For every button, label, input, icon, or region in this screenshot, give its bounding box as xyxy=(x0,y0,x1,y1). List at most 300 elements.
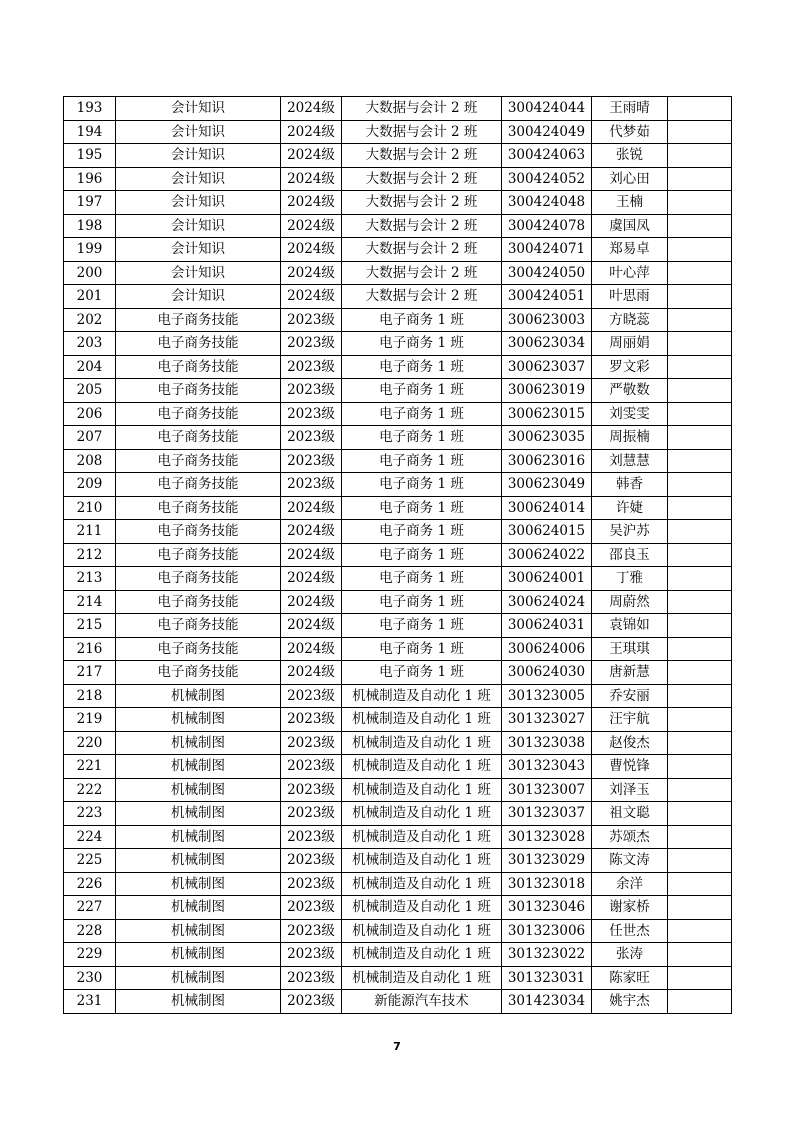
student-id-cell: 300424078 xyxy=(502,214,592,238)
table-row xyxy=(64,238,732,262)
student-name-cell: 姚宇杰 xyxy=(592,990,668,1014)
student-id-cell: 300623003 xyxy=(502,308,592,332)
row-number: 212 xyxy=(64,543,116,567)
subject-cell: 机械制图 xyxy=(116,872,281,896)
class-cell: 大数据与会计 2 班 xyxy=(342,120,502,144)
table-row xyxy=(64,426,732,450)
subject-cell: 电子商务技能 xyxy=(116,379,281,403)
grade-cell: 2024级 xyxy=(281,520,342,544)
student-id-cell: 300624014 xyxy=(502,496,592,520)
subject-cell: 机械制图 xyxy=(116,708,281,732)
subject-cell: 电子商务技能 xyxy=(116,567,281,591)
subject-cell: 机械制图 xyxy=(116,755,281,779)
grade-cell: 2024级 xyxy=(281,167,342,191)
note-cell xyxy=(668,144,732,168)
student-id-cell: 301323037 xyxy=(502,802,592,826)
class-cell: 大数据与会计 2 班 xyxy=(342,261,502,285)
grade-cell: 2023级 xyxy=(281,755,342,779)
subject-cell: 机械制图 xyxy=(116,919,281,943)
class-cell: 大数据与会计 2 班 xyxy=(342,238,502,262)
row-number: 225 xyxy=(64,849,116,873)
subject-cell: 会计知识 xyxy=(116,144,281,168)
row-number: 220 xyxy=(64,731,116,755)
class-cell: 新能源汽车技术 xyxy=(342,990,502,1014)
row-number: 219 xyxy=(64,708,116,732)
note-cell xyxy=(668,755,732,779)
subject-cell: 机械制图 xyxy=(116,896,281,920)
note-cell xyxy=(668,708,732,732)
grade-cell: 2023级 xyxy=(281,402,342,426)
grade-cell: 2023级 xyxy=(281,708,342,732)
class-cell: 机械制造及自动化 1 班 xyxy=(342,943,502,967)
table-row xyxy=(64,731,732,755)
grade-cell: 2023级 xyxy=(281,966,342,990)
student-id-cell: 300624006 xyxy=(502,637,592,661)
subject-cell: 电子商务技能 xyxy=(116,661,281,685)
row-number: 216 xyxy=(64,637,116,661)
row-number: 209 xyxy=(64,473,116,497)
student-id-cell: 300424044 xyxy=(502,97,592,121)
note-cell xyxy=(668,849,732,873)
table-row xyxy=(64,214,732,238)
grade-cell: 2024级 xyxy=(281,567,342,591)
student-id-cell: 301323038 xyxy=(502,731,592,755)
student-name-cell: 袁锦如 xyxy=(592,614,668,638)
subject-cell: 电子商务技能 xyxy=(116,332,281,356)
table-row xyxy=(64,308,732,332)
class-cell: 电子商务 1 班 xyxy=(342,308,502,332)
row-number: 223 xyxy=(64,802,116,826)
class-cell: 大数据与会计 2 班 xyxy=(342,191,502,215)
class-cell: 大数据与会计 2 班 xyxy=(342,167,502,191)
subject-cell: 电子商务技能 xyxy=(116,543,281,567)
note-cell xyxy=(668,825,732,849)
subject-cell: 会计知识 xyxy=(116,167,281,191)
grade-cell: 2023级 xyxy=(281,872,342,896)
student-name-cell: 叶心萍 xyxy=(592,261,668,285)
table-row xyxy=(64,872,732,896)
row-number: 231 xyxy=(64,990,116,1014)
note-cell xyxy=(668,802,732,826)
class-cell: 电子商务 1 班 xyxy=(342,520,502,544)
student-id-cell: 300424051 xyxy=(502,285,592,309)
student-name-cell: 刘雯雯 xyxy=(592,402,668,426)
table-row xyxy=(64,543,732,567)
student-name-cell: 王琪琪 xyxy=(592,637,668,661)
note-cell xyxy=(668,261,732,285)
class-cell: 电子商务 1 班 xyxy=(342,449,502,473)
student-id-cell: 300623019 xyxy=(502,379,592,403)
student-name-cell: 陈文涛 xyxy=(592,849,668,873)
class-cell: 机械制造及自动化 1 班 xyxy=(342,966,502,990)
grade-cell: 2023级 xyxy=(281,684,342,708)
grade-cell: 2024级 xyxy=(281,120,342,144)
student-id-cell: 301423034 xyxy=(502,990,592,1014)
student-id-cell: 300424063 xyxy=(502,144,592,168)
student-name-cell: 张锐 xyxy=(592,144,668,168)
student-id-cell: 300623034 xyxy=(502,332,592,356)
class-cell: 机械制造及自动化 1 班 xyxy=(342,731,502,755)
class-cell: 电子商务 1 班 xyxy=(342,567,502,591)
class-cell: 大数据与会计 2 班 xyxy=(342,285,502,309)
row-number: 198 xyxy=(64,214,116,238)
table-row xyxy=(64,520,732,544)
row-number: 193 xyxy=(64,97,116,121)
row-number: 221 xyxy=(64,755,116,779)
student-name-cell: 唐新慧 xyxy=(592,661,668,685)
class-cell: 机械制造及自动化 1 班 xyxy=(342,684,502,708)
subject-cell: 电子商务技能 xyxy=(116,520,281,544)
note-cell xyxy=(668,614,732,638)
subject-cell: 会计知识 xyxy=(116,191,281,215)
subject-cell: 会计知识 xyxy=(116,238,281,262)
grade-cell: 2023级 xyxy=(281,379,342,403)
note-cell xyxy=(668,872,732,896)
class-cell: 机械制造及自动化 1 班 xyxy=(342,849,502,873)
class-cell: 电子商务 1 班 xyxy=(342,661,502,685)
student-id-cell: 300424052 xyxy=(502,167,592,191)
grade-cell: 2023级 xyxy=(281,355,342,379)
student-name-cell: 韩香 xyxy=(592,473,668,497)
row-number: 205 xyxy=(64,379,116,403)
table-row xyxy=(64,990,732,1014)
grade-cell: 2023级 xyxy=(281,473,342,497)
class-cell: 大数据与会计 2 班 xyxy=(342,214,502,238)
student-name-cell: 陈家旺 xyxy=(592,966,668,990)
student-id-cell: 301323029 xyxy=(502,849,592,873)
row-number: 210 xyxy=(64,496,116,520)
table-row xyxy=(64,261,732,285)
table-row xyxy=(64,332,732,356)
note-cell xyxy=(668,402,732,426)
note-cell xyxy=(668,496,732,520)
class-cell: 电子商务 1 班 xyxy=(342,473,502,497)
student-name-cell: 乔安丽 xyxy=(592,684,668,708)
row-number: 229 xyxy=(64,943,116,967)
class-cell: 机械制造及自动化 1 班 xyxy=(342,825,502,849)
table-row xyxy=(64,402,732,426)
grade-cell: 2024级 xyxy=(281,590,342,614)
grade-cell: 2023级 xyxy=(281,426,342,450)
note-cell xyxy=(668,731,732,755)
row-number: 194 xyxy=(64,120,116,144)
class-cell: 电子商务 1 班 xyxy=(342,426,502,450)
table-row xyxy=(64,144,732,168)
student-name-cell: 王雨晴 xyxy=(592,97,668,121)
row-number: 222 xyxy=(64,778,116,802)
note-cell xyxy=(668,943,732,967)
table-row xyxy=(64,97,732,121)
student-id-cell: 301323007 xyxy=(502,778,592,802)
student-name-cell: 谢家桥 xyxy=(592,896,668,920)
grade-cell: 2024级 xyxy=(281,214,342,238)
row-number: 217 xyxy=(64,661,116,685)
note-cell xyxy=(668,684,732,708)
row-number: 226 xyxy=(64,872,116,896)
table-row xyxy=(64,684,732,708)
note-cell xyxy=(668,332,732,356)
grade-cell: 2024级 xyxy=(281,637,342,661)
table-row xyxy=(64,849,732,873)
class-cell: 机械制造及自动化 1 班 xyxy=(342,896,502,920)
class-cell: 电子商务 1 班 xyxy=(342,614,502,638)
student-id-cell: 300624024 xyxy=(502,590,592,614)
subject-cell: 会计知识 xyxy=(116,285,281,309)
table-row xyxy=(64,943,732,967)
note-cell xyxy=(668,449,732,473)
subject-cell: 会计知识 xyxy=(116,97,281,121)
student-name-cell: 刘泽玉 xyxy=(592,778,668,802)
student-id-cell: 300623015 xyxy=(502,402,592,426)
note-cell xyxy=(668,214,732,238)
student-id-cell: 301323022 xyxy=(502,943,592,967)
student-name-cell: 曹悦锋 xyxy=(592,755,668,779)
page-number: 7 xyxy=(393,1040,401,1053)
class-cell: 机械制造及自动化 1 班 xyxy=(342,778,502,802)
student-name-cell: 严敬数 xyxy=(592,379,668,403)
student-id-cell: 300424050 xyxy=(502,261,592,285)
note-cell xyxy=(668,543,732,567)
grade-cell: 2024级 xyxy=(281,238,342,262)
student-name-cell: 刘慧慧 xyxy=(592,449,668,473)
grade-cell: 2024级 xyxy=(281,543,342,567)
roster-body xyxy=(64,97,732,1014)
row-number: 215 xyxy=(64,614,116,638)
row-number: 224 xyxy=(64,825,116,849)
grade-cell: 2024级 xyxy=(281,496,342,520)
student-id-cell: 300624030 xyxy=(502,661,592,685)
student-id-cell: 301323031 xyxy=(502,966,592,990)
note-cell xyxy=(668,97,732,121)
subject-cell: 机械制图 xyxy=(116,731,281,755)
table-row xyxy=(64,379,732,403)
student-name-cell: 虞国凤 xyxy=(592,214,668,238)
grade-cell: 2024级 xyxy=(281,97,342,121)
student-name-cell: 吴沪苏 xyxy=(592,520,668,544)
student-name-cell: 邵良玉 xyxy=(592,543,668,567)
subject-cell: 机械制图 xyxy=(116,825,281,849)
table-row xyxy=(64,896,732,920)
note-cell xyxy=(668,966,732,990)
subject-cell: 电子商务技能 xyxy=(116,637,281,661)
note-cell xyxy=(668,590,732,614)
table-row xyxy=(64,285,732,309)
subject-cell: 电子商务技能 xyxy=(116,590,281,614)
student-id-cell: 300424071 xyxy=(502,238,592,262)
student-name-cell: 叶思雨 xyxy=(592,285,668,309)
subject-cell: 电子商务技能 xyxy=(116,402,281,426)
row-number: 207 xyxy=(64,426,116,450)
row-number: 206 xyxy=(64,402,116,426)
student-name-cell: 周丽娟 xyxy=(592,332,668,356)
student-name-cell: 张涛 xyxy=(592,943,668,967)
student-name-cell: 任世杰 xyxy=(592,919,668,943)
student-id-cell: 301323043 xyxy=(502,755,592,779)
note-cell xyxy=(668,120,732,144)
student-id-cell: 300623035 xyxy=(502,426,592,450)
subject-cell: 会计知识 xyxy=(116,214,281,238)
note-cell xyxy=(668,778,732,802)
row-number: 201 xyxy=(64,285,116,309)
subject-cell: 机械制图 xyxy=(116,990,281,1014)
student-id-cell: 301323027 xyxy=(502,708,592,732)
note-cell xyxy=(668,285,732,309)
note-cell xyxy=(668,661,732,685)
row-number: 195 xyxy=(64,144,116,168)
class-cell: 机械制造及自动化 1 班 xyxy=(342,755,502,779)
table-row xyxy=(64,167,732,191)
student-name-cell: 苏颂杰 xyxy=(592,825,668,849)
note-cell xyxy=(668,896,732,920)
student-name-cell: 丁雅 xyxy=(592,567,668,591)
grade-cell: 2023级 xyxy=(281,896,342,920)
table-row xyxy=(64,755,732,779)
note-cell xyxy=(668,238,732,262)
student-name-cell: 郑易卓 xyxy=(592,238,668,262)
student-id-cell: 300623049 xyxy=(502,473,592,497)
table-row xyxy=(64,567,732,591)
row-number: 203 xyxy=(64,332,116,356)
note-cell xyxy=(668,355,732,379)
table-row xyxy=(64,355,732,379)
grade-cell: 2023级 xyxy=(281,849,342,873)
row-number: 227 xyxy=(64,896,116,920)
table-row xyxy=(64,708,732,732)
class-cell: 电子商务 1 班 xyxy=(342,379,502,403)
row-number: 218 xyxy=(64,684,116,708)
note-cell xyxy=(668,191,732,215)
grade-cell: 2023级 xyxy=(281,332,342,356)
table-row xyxy=(64,802,732,826)
class-cell: 电子商务 1 班 xyxy=(342,332,502,356)
student-name-cell: 刘心田 xyxy=(592,167,668,191)
student-name-cell: 罗文彩 xyxy=(592,355,668,379)
grade-cell: 2023级 xyxy=(281,919,342,943)
student-id-cell: 300624015 xyxy=(502,520,592,544)
student-id-cell: 301323005 xyxy=(502,684,592,708)
row-number: 230 xyxy=(64,966,116,990)
grade-cell: 2023级 xyxy=(281,990,342,1014)
table-row xyxy=(64,614,732,638)
note-cell xyxy=(668,567,732,591)
student-id-cell: 300623037 xyxy=(502,355,592,379)
student-roster-table xyxy=(63,96,732,1014)
class-cell: 电子商务 1 班 xyxy=(342,402,502,426)
grade-cell: 2024级 xyxy=(281,614,342,638)
grade-cell: 2023级 xyxy=(281,778,342,802)
grade-cell: 2023级 xyxy=(281,449,342,473)
student-id-cell: 301323046 xyxy=(502,896,592,920)
student-name-cell: 周振楠 xyxy=(592,426,668,450)
subject-cell: 会计知识 xyxy=(116,120,281,144)
grade-cell: 2023级 xyxy=(281,825,342,849)
student-name-cell: 余洋 xyxy=(592,872,668,896)
subject-cell: 电子商务技能 xyxy=(116,355,281,379)
table-row xyxy=(64,191,732,215)
grade-cell: 2023级 xyxy=(281,802,342,826)
subject-cell: 机械制图 xyxy=(116,802,281,826)
student-name-cell: 王楠 xyxy=(592,191,668,215)
class-cell: 电子商务 1 班 xyxy=(342,543,502,567)
note-cell xyxy=(668,520,732,544)
grade-cell: 2024级 xyxy=(281,261,342,285)
row-number: 211 xyxy=(64,520,116,544)
student-name-cell: 祖文聪 xyxy=(592,802,668,826)
grade-cell: 2024级 xyxy=(281,191,342,215)
student-name-cell: 代梦茹 xyxy=(592,120,668,144)
row-number: 213 xyxy=(64,567,116,591)
table-row xyxy=(64,825,732,849)
subject-cell: 电子商务技能 xyxy=(116,426,281,450)
class-cell: 电子商务 1 班 xyxy=(342,637,502,661)
subject-cell: 机械制图 xyxy=(116,778,281,802)
table-row xyxy=(64,919,732,943)
table-row xyxy=(64,496,732,520)
grade-cell: 2024级 xyxy=(281,661,342,685)
note-cell xyxy=(668,637,732,661)
subject-cell: 机械制图 xyxy=(116,966,281,990)
grade-cell: 2024级 xyxy=(281,144,342,168)
student-name-cell: 许婕 xyxy=(592,496,668,520)
table-row xyxy=(64,449,732,473)
subject-cell: 机械制图 xyxy=(116,943,281,967)
subject-cell: 会计知识 xyxy=(116,261,281,285)
row-number: 228 xyxy=(64,919,116,943)
note-cell xyxy=(668,473,732,497)
grade-cell: 2024级 xyxy=(281,285,342,309)
row-number: 199 xyxy=(64,238,116,262)
note-cell xyxy=(668,919,732,943)
row-number: 204 xyxy=(64,355,116,379)
note-cell xyxy=(668,167,732,191)
table-row xyxy=(64,778,732,802)
student-name-cell: 赵俊杰 xyxy=(592,731,668,755)
student-id-cell: 300624001 xyxy=(502,567,592,591)
subject-cell: 电子商务技能 xyxy=(116,308,281,332)
row-number: 208 xyxy=(64,449,116,473)
subject-cell: 电子商务技能 xyxy=(116,614,281,638)
table-row xyxy=(64,473,732,497)
subject-cell: 机械制图 xyxy=(116,684,281,708)
class-cell: 大数据与会计 2 班 xyxy=(342,97,502,121)
grade-cell: 2023级 xyxy=(281,308,342,332)
student-id-cell: 301323018 xyxy=(502,872,592,896)
class-cell: 机械制造及自动化 1 班 xyxy=(342,802,502,826)
class-cell: 电子商务 1 班 xyxy=(342,355,502,379)
note-cell xyxy=(668,308,732,332)
class-cell: 机械制造及自动化 1 班 xyxy=(342,708,502,732)
row-number: 200 xyxy=(64,261,116,285)
student-name-cell: 方晓蕊 xyxy=(592,308,668,332)
table-row xyxy=(64,120,732,144)
note-cell xyxy=(668,426,732,450)
subject-cell: 电子商务技能 xyxy=(116,473,281,497)
class-cell: 机械制造及自动化 1 班 xyxy=(342,872,502,896)
student-id-cell: 301323006 xyxy=(502,919,592,943)
subject-cell: 机械制图 xyxy=(116,849,281,873)
student-name-cell: 汪宇航 xyxy=(592,708,668,732)
table-row xyxy=(64,637,732,661)
table-row xyxy=(64,661,732,685)
class-cell: 机械制造及自动化 1 班 xyxy=(342,919,502,943)
subject-cell: 电子商务技能 xyxy=(116,496,281,520)
student-id-cell: 300624031 xyxy=(502,614,592,638)
student-id-cell: 300424049 xyxy=(502,120,592,144)
note-cell xyxy=(668,379,732,403)
table-row xyxy=(64,966,732,990)
grade-cell: 2023级 xyxy=(281,943,342,967)
grade-cell: 2023级 xyxy=(281,731,342,755)
